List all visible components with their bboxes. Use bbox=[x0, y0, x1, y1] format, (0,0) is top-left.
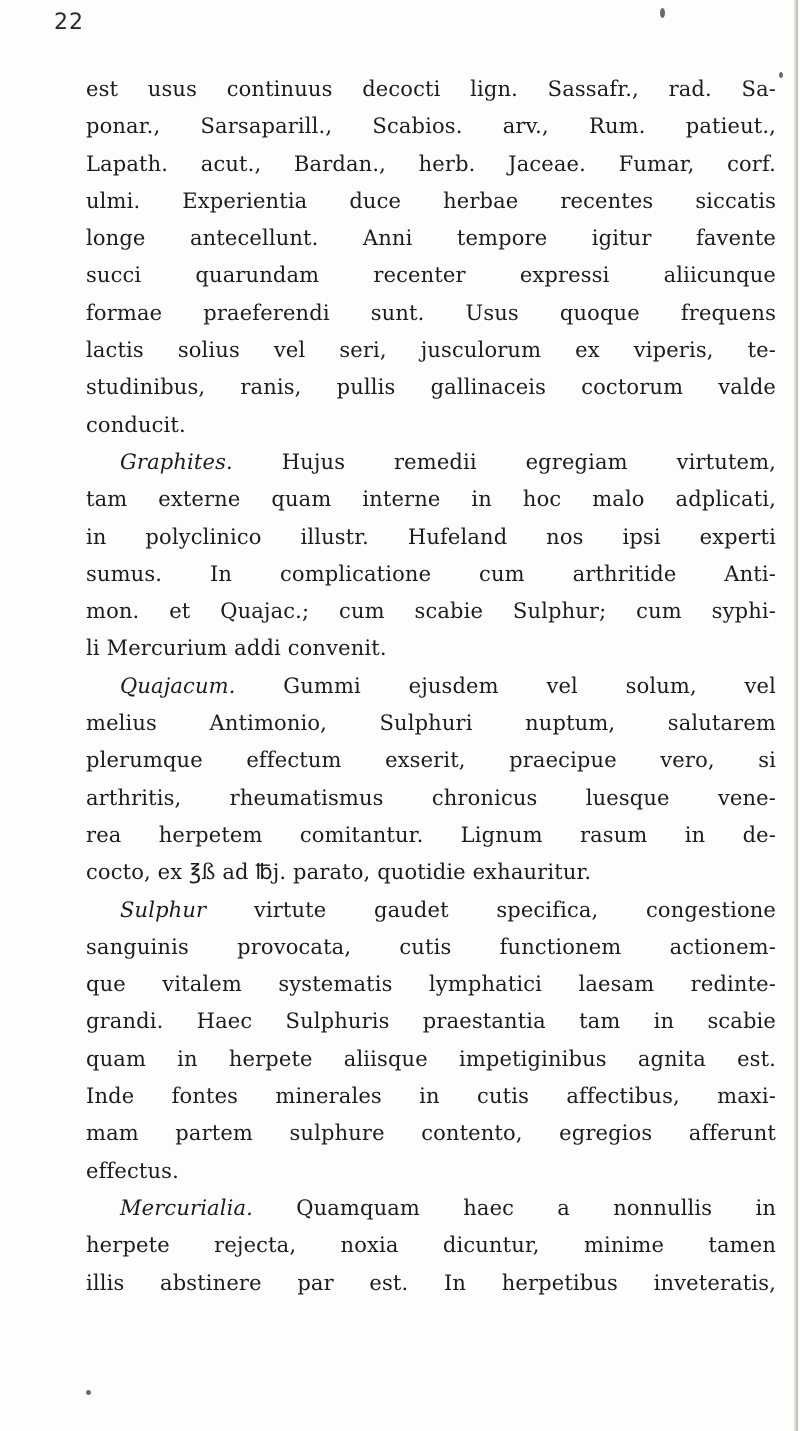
text-line bbox=[86, 220, 776, 257]
text-line bbox=[86, 369, 776, 406]
line-text: Quamquam haec a nonnullis in bbox=[252, 1195, 776, 1220]
line-text: mon. et Quajac.; cum scabie Sulphur; cum syphi- bbox=[86, 599, 776, 624]
line-text: ulmi. Experientia duce herbae recentes siccatis bbox=[86, 188, 776, 213]
section-heading: Graphites. bbox=[120, 449, 233, 474]
text-line bbox=[86, 1041, 776, 1078]
text-line bbox=[86, 630, 776, 667]
body-text bbox=[86, 71, 776, 1302]
print-speck bbox=[660, 8, 665, 18]
line-text: plerumque effectum exserit, praecipue vero, si bbox=[86, 748, 776, 773]
text-line bbox=[86, 1227, 776, 1264]
text-line bbox=[86, 146, 776, 183]
print-speck bbox=[779, 72, 783, 78]
text-line bbox=[86, 1265, 776, 1302]
line-text: sumus. In complicatione cum arthritide Anti- bbox=[86, 561, 776, 586]
text-line bbox=[86, 444, 776, 481]
print-speck bbox=[86, 1390, 91, 1395]
line-text: cocto, ex ℥ß ad ℔j. parato, quotidie exhauritur. bbox=[86, 860, 592, 885]
section-heading: Mercurialia. bbox=[120, 1195, 253, 1220]
line-text: virtute gaudet specifica, congestione bbox=[206, 897, 776, 922]
text-line bbox=[86, 519, 776, 556]
line-text: Inde fontes minerales in cutis affectibus, maxi- bbox=[86, 1084, 776, 1109]
text-line bbox=[86, 929, 776, 966]
line-text: Hujus remedii egregiam virtutem, bbox=[232, 449, 776, 474]
text-line bbox=[86, 742, 776, 779]
line-text: arthritis, rheumatismus chronicus luesque vene- bbox=[86, 785, 776, 810]
text-line bbox=[86, 817, 776, 854]
text-line bbox=[86, 1153, 776, 1190]
line-text: Lapath. acut., Bardan., herb. Jaceae. Fumar, corf. bbox=[86, 151, 776, 176]
text-line bbox=[86, 332, 776, 369]
line-text: que vitalem systematis lymphatici laesam redinte- bbox=[86, 972, 776, 997]
page-edge-shadow bbox=[794, 0, 798, 1431]
line-text: mam partem sulphure contento, egregios afferunt bbox=[86, 1121, 776, 1146]
line-text: lactis solius vel seri, jusculorum ex viperis, te- bbox=[86, 338, 776, 363]
text-line bbox=[86, 892, 776, 929]
line-text: succi quarundam recenter expressi aliicunque bbox=[86, 263, 776, 288]
text-line bbox=[86, 854, 776, 891]
line-text: studinibus, ranis, pullis gallinaceis coctorum valde bbox=[86, 375, 776, 400]
line-text: ponar., Sarsaparill., Scabios. arv., Rum. patieut., bbox=[86, 114, 776, 139]
line-text: herpete rejecta, noxia dicuntur, minime tamen bbox=[86, 1233, 776, 1258]
text-line bbox=[86, 1078, 776, 1115]
text-line bbox=[86, 593, 776, 630]
text-line bbox=[86, 257, 776, 294]
line-text: melius Antimonio, Sulphuri nuptum, salutarem bbox=[86, 711, 776, 736]
section-heading: Sulphur bbox=[120, 897, 207, 922]
text-line bbox=[86, 183, 776, 220]
text-line bbox=[86, 481, 776, 518]
line-text: tam externe quam interne in hoc malo adplicati, bbox=[86, 487, 776, 512]
line-text: effectus. bbox=[86, 1158, 179, 1183]
line-text: longe antecellunt. Anni tempore igitur favente bbox=[86, 226, 776, 251]
text-line bbox=[86, 108, 776, 145]
line-text: grandi. Haec Sulphuris praestantia tam in scabie bbox=[86, 1009, 776, 1034]
line-text: quam in herpete aliisque impetiginibus agnita est. bbox=[86, 1046, 776, 1071]
line-text: in polyclinico illustr. Hufeland nos ipsi experti bbox=[86, 524, 776, 549]
text-line bbox=[86, 71, 776, 108]
line-text: conducit. bbox=[86, 412, 186, 437]
section-heading: Quajacum. bbox=[120, 673, 236, 698]
text-line bbox=[86, 407, 776, 444]
text-line bbox=[86, 780, 776, 817]
line-text: illis abstinere par est. In herpetibus inveteratis, bbox=[86, 1270, 776, 1295]
text-line bbox=[86, 668, 776, 705]
text-line bbox=[86, 1190, 776, 1227]
text-line bbox=[86, 1115, 776, 1152]
line-text: sanguinis provocata, cutis functionem actionem- bbox=[86, 934, 776, 959]
text-line bbox=[86, 1003, 776, 1040]
text-line bbox=[86, 556, 776, 593]
page-number: 22 bbox=[54, 10, 84, 35]
line-text: rea herpetem comitantur. Lignum rasum in de- bbox=[86, 822, 776, 847]
text-line bbox=[86, 966, 776, 1003]
text-line bbox=[86, 705, 776, 742]
line-text: Gummi ejusdem vel solum, vel bbox=[235, 673, 776, 698]
line-text: formae praeferendi sunt. Usus quoque frequens bbox=[86, 300, 776, 325]
text-line bbox=[86, 295, 776, 332]
line-text: li Mercurium addi convenit. bbox=[86, 636, 387, 661]
line-text: est usus continuus decocti lign. Sassafr., rad. Sa- bbox=[86, 77, 776, 101]
